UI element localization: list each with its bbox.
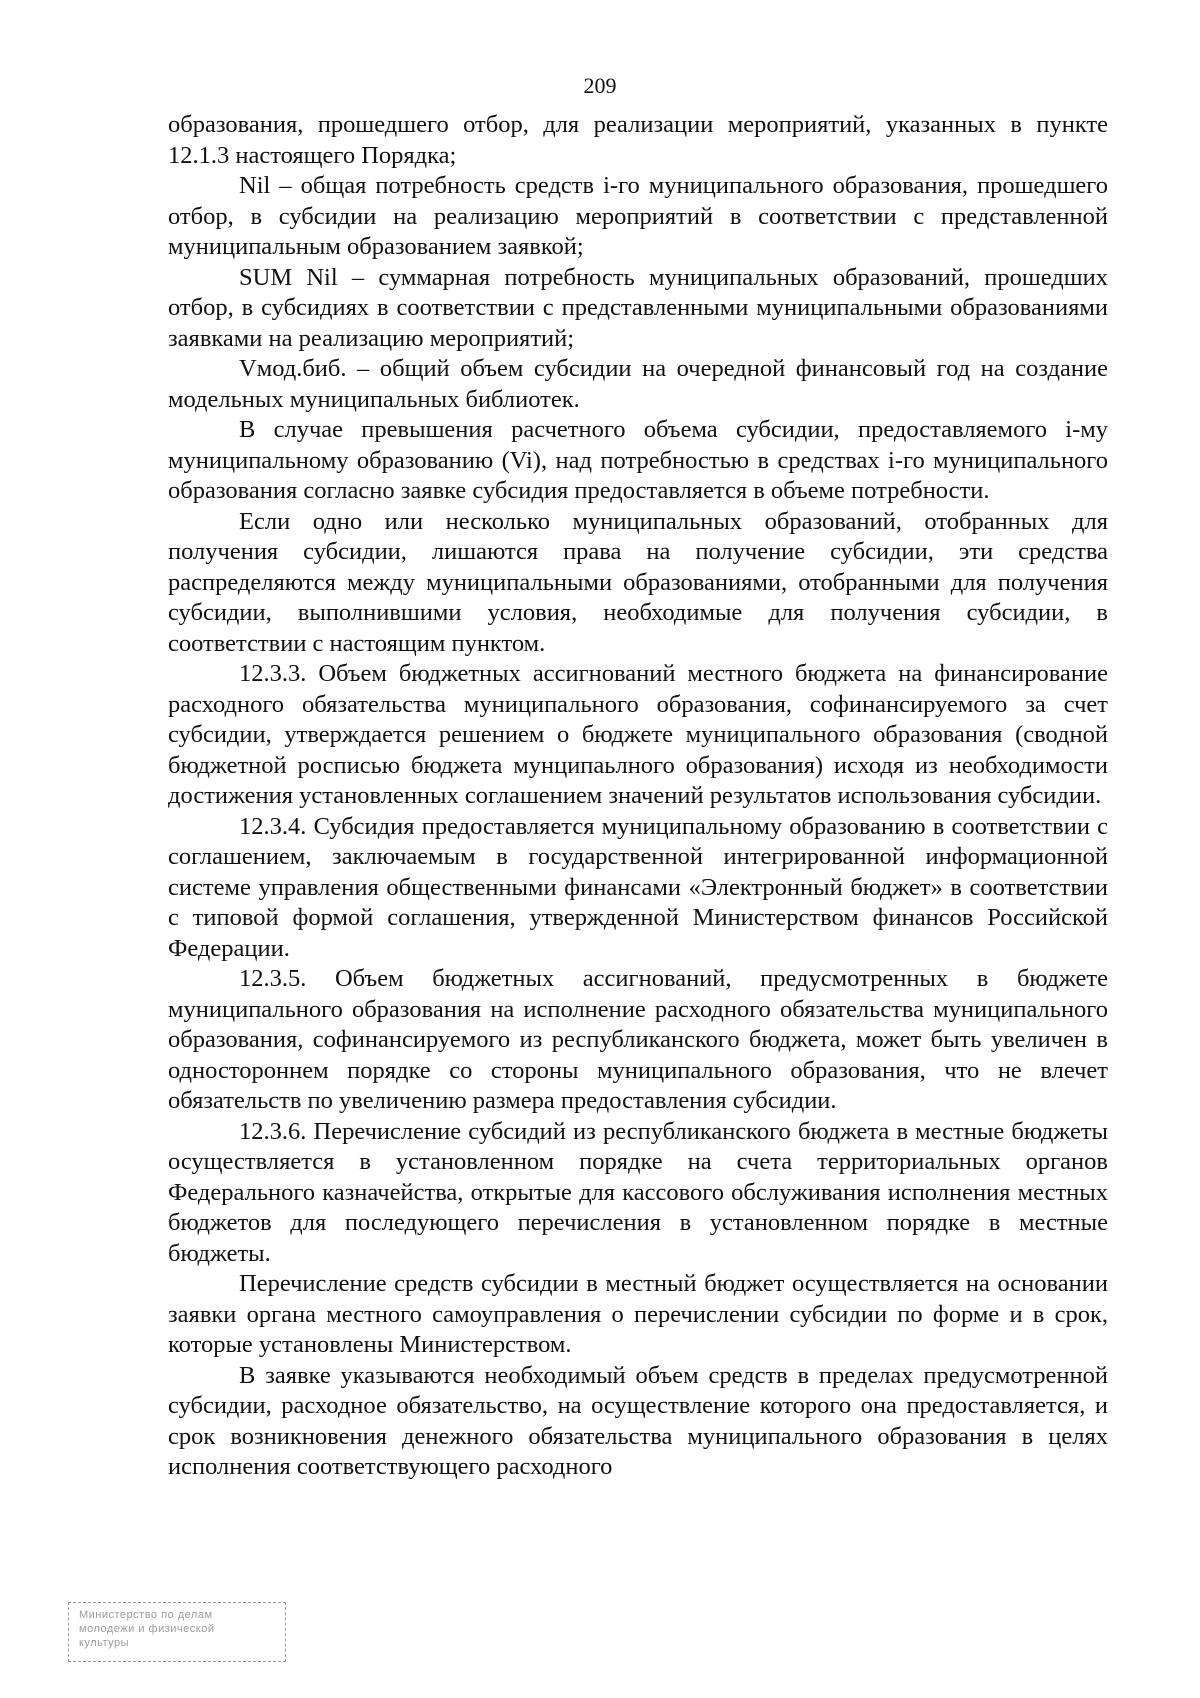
document-body xyxy=(168,110,1108,1483)
paragraph-7: 12.3.3. Объем бюджетных ассигнований местного бюджета на финансирование расходного обязательства муниципального образования, софинансируемого за счет субсидии, утверждается решением о бюджете муниципального образования (сводной бюджетной росписью бюджета мунципаьлного образования) исходя из необходимости достижения установленных соглашением значений результатов использования субсидии. xyxy=(168,660,1108,809)
paragraph-4: Vмод.биб. – общий объем субсидии на очередной финансовый год на создание модельных муниципальных библиотек. xyxy=(168,355,1108,413)
stamp-line-3: культуры xyxy=(79,1637,130,1649)
paragraph-10: 12.3.6. Перечисление субсидий из республиканского бюджета в местные бюджеты осуществляется в установленном порядке на счета территориальных органов Федерального казначейства, открытые для кассового обслуживания исполнения местных бюджетов для последующего перечисления в установленном порядке в местные бюджеты. xyxy=(168,1117,1108,1267)
paragraph-1: образования, прошедшего отбор, для реализации мероприятий, указанных в пункте 12.1.3 настоящего Порядка; xyxy=(168,111,1108,169)
paragraph-11: Перечисление средств субсидии в местный бюджет осуществляется на основании заявки органа местного самоуправления о перечислении субсидии по форме и в срок, которые установлены Министерством. xyxy=(168,1270,1108,1358)
stamp-line-2: молодежи и физической xyxy=(79,1623,215,1635)
page-number: 209 xyxy=(583,73,617,98)
paragraph-6: Если одно или несколько муниципальных образований, отобранных для получения субсидии, лишаются права на получение субсидии, эти средства распределяются между муниципальными образованиями, отобранными для получения субсидии, выполнившими условия, необходимые для получения субсидии, в соответствии с настоящим пунктом. xyxy=(168,507,1108,657)
registration-stamp xyxy=(68,1602,286,1662)
paragraph-2: Nil – общая потребность средств i-го муниципального образования, прошедшего отбор, в субсидии на реализацию мероприятий в соответствии с представленной муниципальным образованием заявкой; xyxy=(168,172,1108,260)
paragraph-5: В случае превышения расчетного объема субсидии, предоставляемого i-му муниципальному образованию (Vi), над потребностью в средствах i-го муниципального образования согласно заявке субсидия предоставляется в объеме потребности. xyxy=(168,416,1108,504)
paragraph-8: 12.3.4. Субсидия предоставляется муниципальному образованию в соответствии с соглашением, заключаемым в государственной интегрированной информационной системе управления общественными финансами «Электронный бюджет» в соответствии с типовой формой соглашения, утвержденной Министерством финансов Российской Федерации. xyxy=(168,812,1108,962)
paragraph-3: SUM Nil – суммарная потребность муниципальных образований, прошедших отбор, в субсидиях в соответствии с представленными муниципальными образованиями заявками на реализацию мероприятий; xyxy=(168,263,1108,352)
paragraph-12: В заявке указываются необходимый объем средств в пределах предусмотренной субсидии, расходное обязательство, на осуществление которого она предоставляется, и срок возникновения денежного обязательства муниципального образования в целях исполнения соответствующего расходного xyxy=(168,1361,1108,1480)
stamp-line-1: Министерство по делам xyxy=(79,1609,213,1621)
paragraph-9: 12.3.5. Объем бюджетных ассигнований, предусмотренных в бюджете муниципального образования на исполнение расходного обязательства муниципального образования, софинансируемого из республиканского бюджета, может быть увеличен в одностороннем порядке со стороны муниципального образования, что не влечет обязательств по увеличению размера предоставления субсидии. xyxy=(168,965,1108,1114)
